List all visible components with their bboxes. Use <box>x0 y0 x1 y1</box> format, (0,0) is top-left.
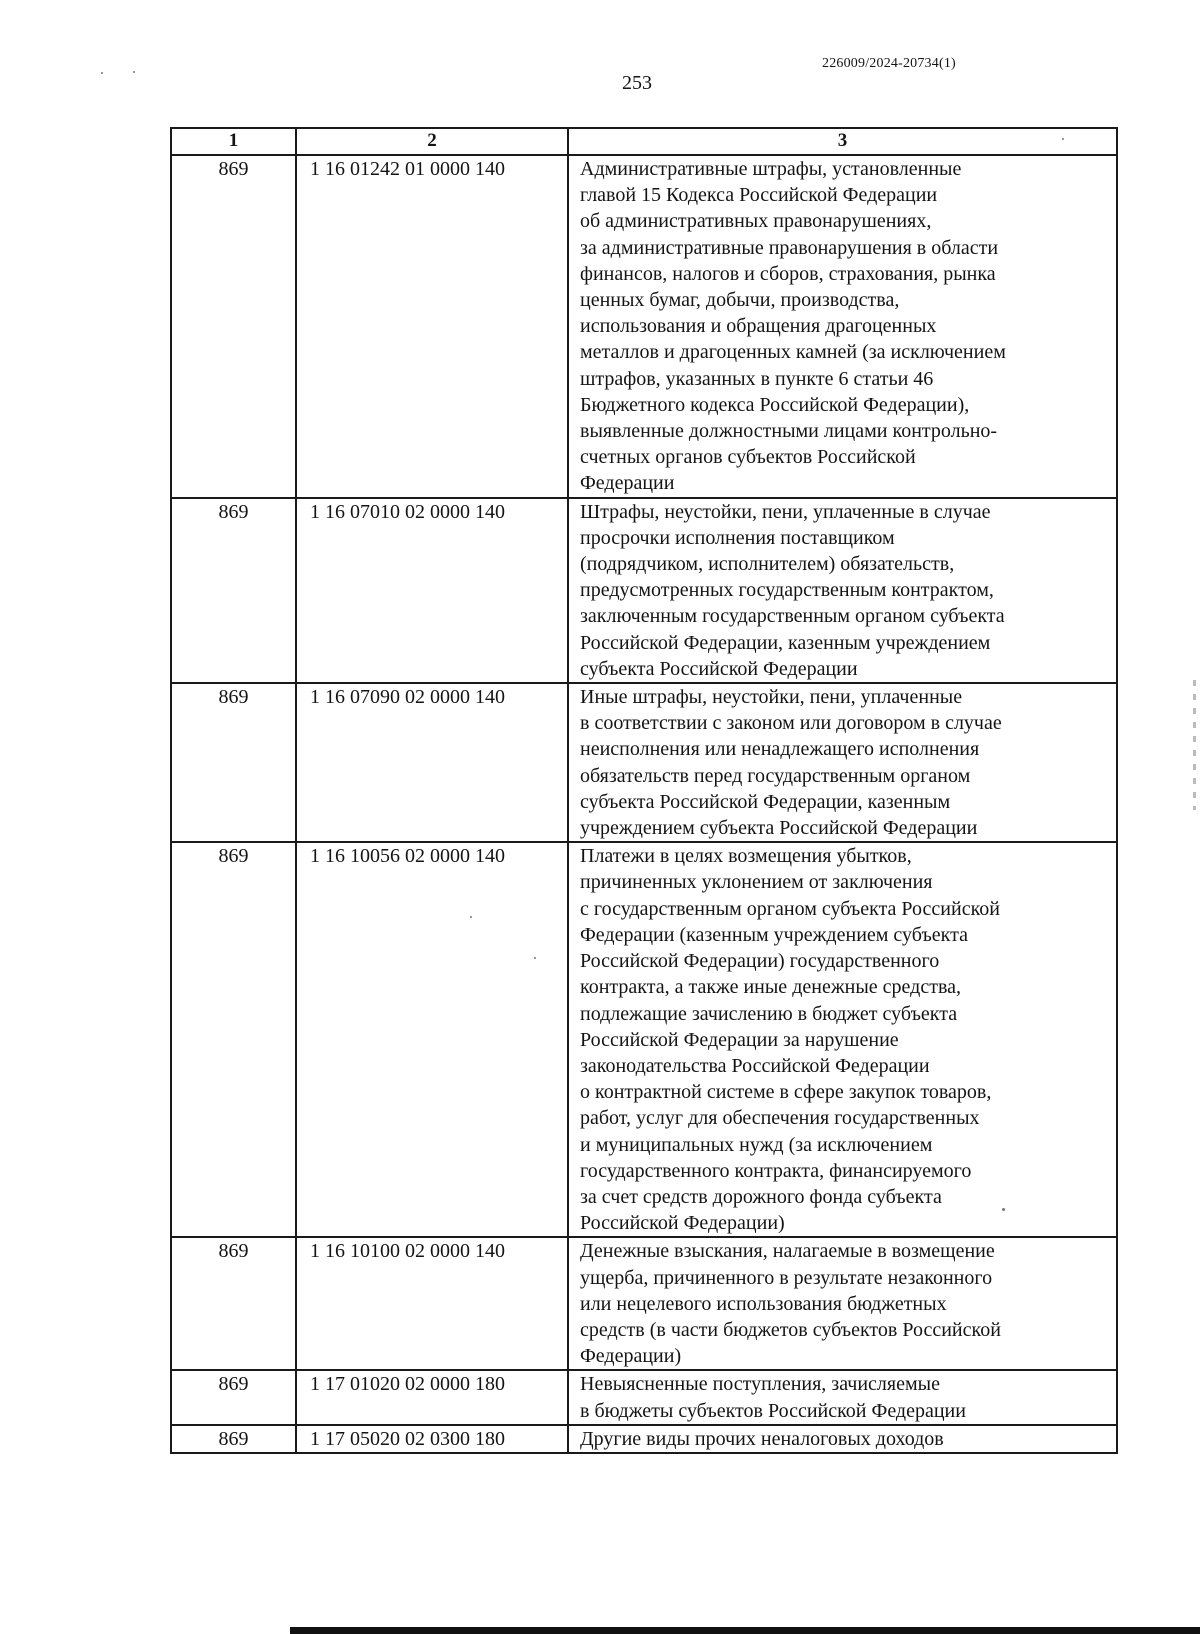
revenue-name-line: законодательства Российской Федерации <box>580 1054 930 1077</box>
revenue-name-line: обязательств перед государственным органом <box>580 764 971 787</box>
revenue-name-cell <box>568 683 1117 842</box>
revenue-name-line: главой 15 Кодекса Российской Федерации <box>580 184 938 207</box>
revenue-name-line: (подрядчиком, исполнителем) обязательств, <box>580 553 955 576</box>
table-row <box>171 498 1117 683</box>
scan-speck <box>534 957 536 959</box>
scan-speck <box>101 72 103 74</box>
revenue-name-line: об административных правонарушениях, <box>580 210 932 233</box>
scan-speck <box>1062 138 1064 140</box>
revenue-name-line: ценных бумаг, добычи, производства, <box>580 289 900 312</box>
revenue-name-line: причиненных уклонением от заключения <box>580 871 933 894</box>
document-id: 226009/2024-20734(1) <box>822 56 956 71</box>
column-header-1: 1 <box>171 128 296 155</box>
revenue-name-line: Административные штрафы, установленные <box>580 158 962 180</box>
revenue-name-cell <box>568 1370 1117 1424</box>
revenue-name-line: за административные правонарушения в области <box>580 236 999 259</box>
revenue-name-line: Бюджетного кодекса Российской Федерации), <box>580 393 970 416</box>
table-row <box>171 842 1117 1237</box>
admin-code-cell: 869 <box>171 1237 296 1370</box>
revenue-name-line: подлежащие зачислению в бюджет субъекта <box>580 1002 958 1025</box>
revenue-name-line: работ, услуг для обеспечения государственных <box>580 1107 980 1130</box>
revenue-name-cell <box>568 1237 1117 1370</box>
table-row <box>171 155 1117 498</box>
revenue-name-line: в соответствии с законом или договором в случае <box>580 712 1002 735</box>
table-row <box>171 1370 1117 1424</box>
revenue-code-cell: 1 17 01020 02 0000 180 <box>296 1370 568 1424</box>
revenue-name-line: Российской Федерации) <box>580 1212 785 1235</box>
revenue-name-line: учреждением субъекта Российской Федерации <box>580 817 978 840</box>
column-header-3: 3 <box>568 128 1117 155</box>
admin-code-cell: 869 <box>171 1370 296 1424</box>
revenue-name-cell <box>568 1425 1117 1453</box>
scan-edge-marks <box>1193 680 1196 810</box>
revenue-name-cell <box>568 155 1117 498</box>
page-number: 253 <box>622 72 652 94</box>
revenue-name-line: Федерации) <box>580 1345 682 1368</box>
revenue-code-cell: 1 16 07010 02 0000 140 <box>296 498 568 683</box>
revenue-code-cell: 1 16 10100 02 0000 140 <box>296 1237 568 1370</box>
scan-speck <box>1002 1208 1005 1211</box>
revenue-name-line: ущерба, причиненного в результате незаконного <box>580 1266 993 1289</box>
revenue-name-line: Иные штрафы, неустойки, пени, уплаченные <box>580 686 963 709</box>
revenue-name-line: использования и обращения драгоценных <box>580 315 937 338</box>
budget-revenue-table <box>170 127 1118 1454</box>
revenue-name-line: субъекта Российской Федерации, казенным <box>580 790 951 813</box>
revenue-name-line: о контрактной системе в сфере закупок товаров, <box>580 1081 992 1104</box>
table-row <box>171 1237 1117 1370</box>
revenue-name-line: или нецелевого использования бюджетных <box>580 1292 947 1315</box>
revenue-code-cell: 1 16 07090 02 0000 140 <box>296 683 568 842</box>
revenue-name-line: финансов, налогов и сборов, страхования, рынка <box>580 262 996 285</box>
revenue-name-line: заключенным государственным органом субъекта <box>580 605 1005 628</box>
column-header-2: 2 <box>296 128 568 155</box>
revenue-name-line: в бюджеты субъектов Российской Федерации <box>580 1399 966 1422</box>
revenue-name-cell <box>568 842 1117 1237</box>
revenue-name-line: просрочки исполнения поставщиком <box>580 526 895 549</box>
revenue-name-line: счетных органов субъектов Российской <box>580 446 916 469</box>
revenue-name-line: государственного контракта, финансируемого <box>580 1159 972 1182</box>
table-row <box>171 683 1117 842</box>
revenue-code-cell: 1 16 10056 02 0000 140 <box>296 842 568 1237</box>
revenue-name-line: металлов и драгоценных камней (за исключением <box>580 341 1006 364</box>
revenue-name-line: Денежные взыскания, налагаемые в возмещение <box>580 1240 995 1263</box>
revenue-name-line: контракта, а также иные денежные средства, <box>580 976 961 999</box>
revenue-name-line: и муниципальных нужд (за исключением <box>580 1133 933 1156</box>
scan-speck <box>133 71 135 73</box>
revenue-name-cell <box>568 498 1117 683</box>
revenue-name-line: Российской Федерации) государственного <box>580 950 940 973</box>
revenue-name-line: неисполнения или ненадлежащего исполнения <box>580 738 980 761</box>
scan-speck <box>470 916 472 918</box>
revenue-name-line: предусмотренных государственным контрактом, <box>580 579 994 602</box>
revenue-name-line: Платежи в целях возмещения убытков, <box>580 845 912 868</box>
admin-code-cell: 869 <box>171 842 296 1237</box>
revenue-name-line: Штрафы, неустойки, пени, уплаченные в случае <box>580 500 991 523</box>
revenue-name-line: штрафов, указанных в пункте 6 статьи 46 <box>580 367 934 390</box>
revenue-name-line: Федерации <box>580 472 675 495</box>
revenue-code-cell: 1 17 05020 02 0300 180 <box>296 1425 568 1453</box>
revenue-name-line: Российской Федерации, казенным учреждением <box>580 631 991 654</box>
revenue-name-line: выявленные должностными лицами контрольно- <box>580 420 998 443</box>
admin-code-cell: 869 <box>171 498 296 683</box>
admin-code-cell: 869 <box>171 1425 296 1453</box>
revenue-name-line: субъекта Российской Федерации <box>580 657 858 680</box>
admin-code-cell: 869 <box>171 155 296 498</box>
scan-bottom-edge <box>290 1627 1200 1634</box>
revenue-name-line: с государственным органом субъекта Российской <box>580 897 1000 920</box>
revenue-code-cell: 1 16 01242 01 0000 140 <box>296 155 568 498</box>
revenue-name-line: средств (в части бюджетов субъектов Российской <box>580 1318 1001 1341</box>
revenue-name-line: за счет средств дорожного фонда субъекта <box>580 1185 942 1208</box>
table-row <box>171 1425 1117 1453</box>
revenue-name-line: Другие виды прочих неналоговых доходов <box>580 1427 944 1450</box>
admin-code-cell: 869 <box>171 683 296 842</box>
revenue-name-line: Российской Федерации за нарушение <box>580 1028 899 1051</box>
table-header-row <box>171 128 1117 155</box>
revenue-name-line: Невыясненные поступления, зачисляемые <box>580 1373 940 1396</box>
revenue-name-line: Федерации (казенным учреждением субъекта <box>580 923 968 946</box>
table-body <box>171 155 1117 1453</box>
